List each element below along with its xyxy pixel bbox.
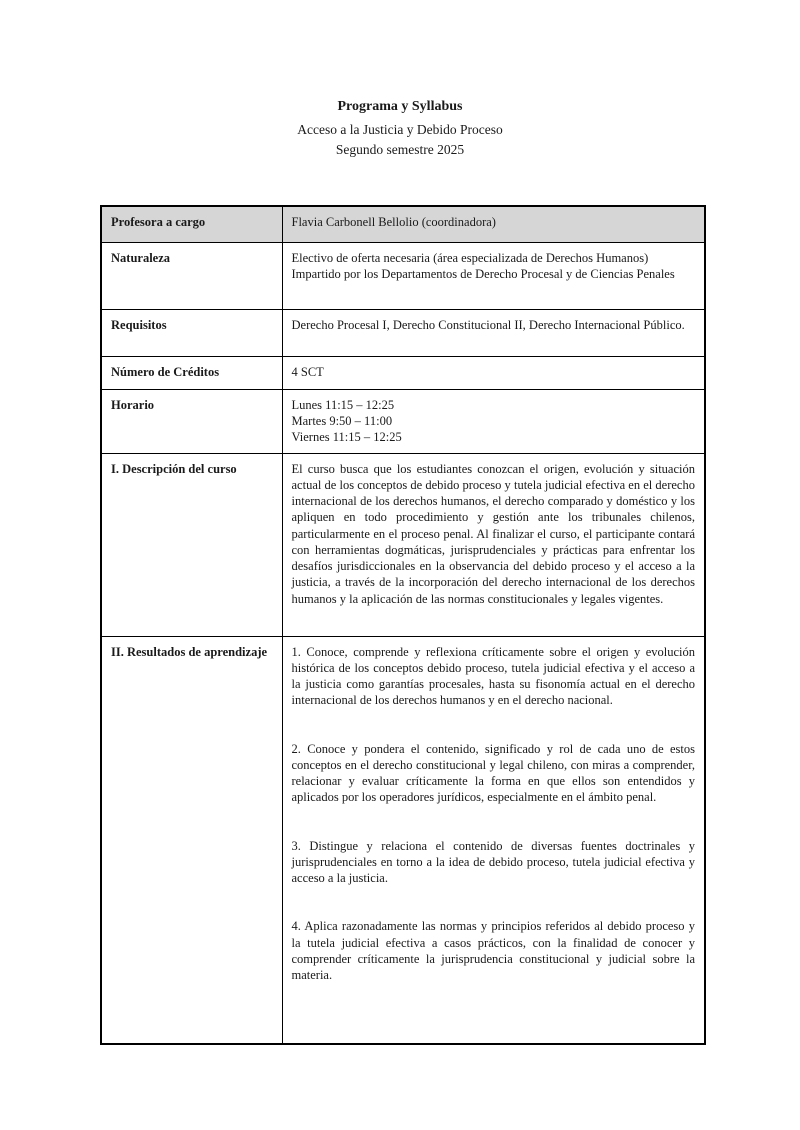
paragraph: Electivo de oferta necesaria (área especializada de Derechos Humanos) bbox=[291, 250, 649, 265]
paragraph: 4 SCT bbox=[291, 364, 324, 379]
row-label-requisitos: Requisitos bbox=[101, 309, 282, 356]
row-value-descripcion bbox=[282, 453, 705, 636]
table-row-creditos bbox=[101, 356, 705, 389]
row-value-creditos bbox=[282, 356, 705, 389]
row-value-resultados bbox=[282, 636, 705, 1044]
row-value-naturaleza bbox=[282, 242, 705, 309]
paragraph: Derecho Procesal I, Derecho Constitucional II, Derecho Internacional Público. bbox=[291, 317, 685, 332]
document-header bbox=[0, 0, 800, 159]
learning-outcome-1: 1. Conoce, comprende y reflexiona críticamente sobre el origen y evolución histórica de los conceptos debido proceso, tutela judicial efectiva y el acceso a la justicia como garantías procesales, hasta su fisonomía actual en el derecho internacional de los derechos humanos y en el derecho nacional. bbox=[291, 644, 695, 708]
table-row-resultados bbox=[101, 636, 705, 1044]
syllabus-table bbox=[100, 205, 706, 1045]
learning-outcome-4: 4. Aplica razonadamente las normas y principios referidos al debido proceso y la tutela judicial efectiva a casos prácticos, con la finalidad de conocer y comprender críticamente la jurisprudencia constitucional y judicial sobre la materia. bbox=[291, 919, 695, 983]
table-row-descripcion bbox=[101, 453, 705, 636]
row-value-horario bbox=[282, 389, 705, 453]
table-row-requisitos bbox=[101, 309, 705, 356]
learning-outcome-3: 3. Distingue y relaciona el contenido de diversas fuentes doctrinales y jurisprudenciales en torno a la idea de debido proceso, tutela judicial efectiva y acceso a la justicia. bbox=[291, 838, 695, 886]
learning-outcome-2: 2. Conoce y pondera el contenido, significado y rol de cada uno de estos conceptos en el derecho constitucional y legal chileno, con miras a comprender, relacionar y evaluar críticamente la forma en que ellos son entendidos y aplicados por los operadores jurídicos, especialmente en el ámbito penal. bbox=[291, 741, 695, 805]
page-semester: Segundo semestre 2025 bbox=[335, 141, 465, 157]
row-label-horario: Horario bbox=[101, 389, 282, 453]
schedule-line: Martes 9:50 – 11:00 bbox=[291, 414, 393, 429]
paragraph: Flavia Carbonell Bellolio (coordinadora) bbox=[291, 215, 496, 230]
table-row-horario bbox=[101, 389, 705, 453]
row-label-naturaleza: Naturaleza bbox=[101, 242, 282, 309]
row-label-profesora: Profesora a cargo bbox=[101, 206, 282, 242]
table-row-naturaleza bbox=[101, 242, 705, 309]
schedule-line: Viernes 11:15 – 12:25 bbox=[291, 430, 402, 445]
paragraph: El curso busca que los estudiantes conozcan el origen, evolución y situación actual de los conceptos de debido proceso y tutela judicial efectiva en el derecho internacional de los derechos humanos, el derecho comparado y doméstico y los apliquen en todo procedimiento y gestión ante los tribunales chilenos, particularmente en el proceso penal. Al finalizar el curso, el participante contará con herramientas dogmáticas, jurisprudenciales y prácticas para enfrentar los desafíos jurisdiccionales en la observancia del debido proceso y el acceso a la justicia, a través de la incorporación del derecho internacional de los derechos humanos y la aplicación de las normas constitucionales y legales vigentes. bbox=[291, 461, 695, 606]
row-value-profesora bbox=[282, 206, 705, 242]
row-value-requisitos bbox=[282, 309, 705, 356]
page-subtitle: Acceso a la Justicia y Debido Proceso bbox=[297, 122, 503, 138]
schedule-line: Lunes 11:15 – 12:25 bbox=[291, 397, 395, 412]
paragraph: Impartido por los Departamentos de Derecho Procesal y de Ciencias Penales bbox=[291, 267, 675, 282]
row-label-resultados: II. Resultados de aprendizaje bbox=[101, 636, 282, 1044]
table-row-profesora bbox=[101, 206, 705, 242]
page-title: Programa y Syllabus bbox=[337, 99, 463, 114]
row-label-creditos: Número de Créditos bbox=[101, 356, 282, 389]
row-label-descripcion: I. Descripción del curso bbox=[101, 453, 282, 636]
